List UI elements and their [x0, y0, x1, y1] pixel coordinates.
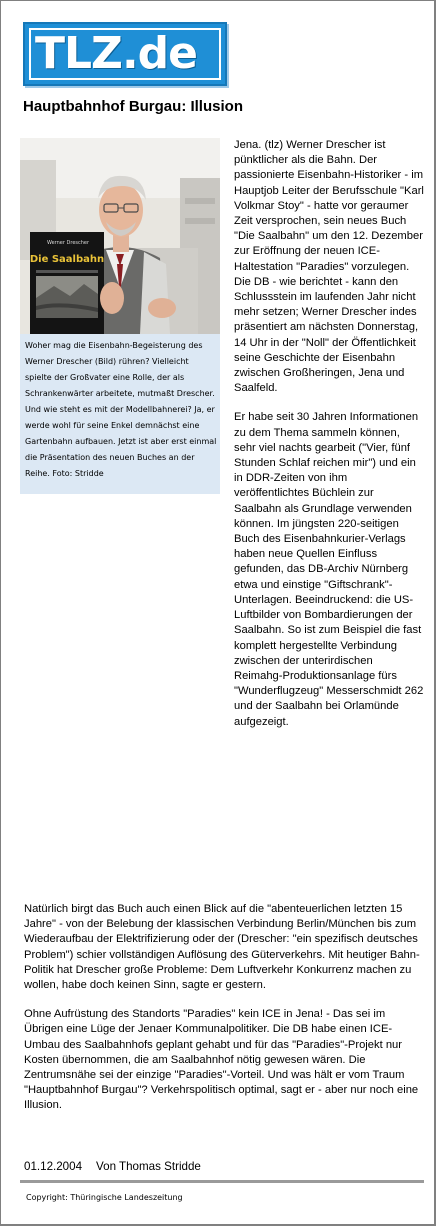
article-headline: Hauptbahnhof Burgau: Illusion: [23, 98, 243, 115]
article-photo: [20, 138, 220, 334]
article-date: 01.12.2004: [24, 1160, 83, 1173]
photo-illustration: [20, 138, 220, 334]
copyright-notice: Copyright: Thüringische Landeszeitung: [26, 1193, 183, 1202]
tlz-logo[interactable]: [23, 22, 227, 86]
paragraph: Natürlich birgt das Buch auch einen Blick auf die "abenteuerlichen letzten 15 Jahre" - von der Belebung der klassischen Verbindung Berlin/München bis zum Wiederaufbau der Elektrifizierung oder der (Drescher: "ein spezifisch deutsches Problem") schier vollständigen Auflösung des Güterverkehrs. Mit heutiger Bahn-Politik hat Drescher große Probleme: Dem Luftverkehr Konkurrenz machen zu wollen, habe doch keinen Sinn, sagte er gestern.: [24, 903, 420, 992]
footer-divider: [20, 1180, 424, 1183]
book-title: Die Saalbahn: [29, 254, 105, 265]
photo-caption: Woher mag die Eisenbahn-Begeisterung des Werner Drescher (Bild) rühren? Vielleicht spielte der Großvater eine Rolle, der als Schrankenwärter arbeitete, mutmaßt Drescher. Und wie steht es mit der Modellbahnerei? Ja, er werde wohl für seine Enkel demnächst eine Gartenbahn aufbauen. Jetzt ist aber erst einmal die Präsentation des neuen Buches an der Reihe. Foto: Stridde: [25, 341, 217, 478]
photo-box: [20, 138, 220, 494]
paragraph: Jena. (tlz) Werner Drescher ist pünktlicher als die Bahn. Der passionierte Eisenbahn-Historiker - im Hauptjob Leiter der Berufsschule "Karl Volkmar Stoy" - hatte vor geraumer Zeit versprochen, sein neues Buch "Die Saalbahn" um den 12. Dezember zur Eröffnung der neuen ICE-Haltestation "Paradies" vorzulegen. Die DB - wie berichtet - kann den Schlussstein im laufenden Jahr nicht mehr setzen; Werner Drescher indes präsentiert am nächsten Donnerstag, 14 Uhr in der "Noll" der Öffentlichkeit seine Geschichte der Eisenbahn zwischen Großheringen, Jena und Saalfeld.: [234, 139, 424, 395]
book-author: Werner Drescher: [46, 240, 90, 246]
article-author: Von Thomas Stridde: [96, 1160, 201, 1173]
logo-text: TLZ.de: [35, 28, 198, 79]
article-byline: [24, 1159, 424, 1175]
article-column-text: [234, 138, 424, 744]
paragraph: Er habe seit 30 Jahren Informationen zu dem Thema sammeln können, sehr viel nachts gearbeit ("Vier, fünf Stunden Schlaf reichen mir") und ein in DDR-Zeiten von ihm veröffentlichtes Büchlein zur Saalbahn als Grundlage verwenden können. Im jüngsten 220-seitigen Buch des Eisenbahnkurier-Verlags haben neue Quellen Einfluss gefunden, das DB-Archiv Nürnberg etwa und einstige "Giftschrank"-Unterlagen. Beeindruckend: die US-Luftbilder von Bombardierungen der Saalbahn. So ist zum Beispiel die fast komplett hergestellte Verbindung zwischen der unterirdischen Reimahg-Produktionsanlage fürs "Wunderflugzeug" Messerschmidt 262 und der Saalbahn bei Orlamünde aufgezeigt.: [234, 411, 424, 728]
article-full-text: [24, 902, 424, 1128]
paragraph: Ohne Aufrüstung des Standorts "Paradies" kein ICE in Jena! - Das sei im Übrigen eine Lüge der Jenaer Kommunalpolitiker. Die DB habe einen ICE-Umbau des Saalbahnhofs geplant gehabt und für das "Paradies"-Projekt nur Kosten übernommen, die am Saalbahnhof nötig gewesen wären. Die Zentrumsnähe sei der einzige "Paradies"-Vorteil. Und was hält er vom Traum "Hauptbahnhof Burgau"? Verkehrspolitisch optimal, sagt er - aber nur noch eine Illusion.: [24, 1008, 419, 1112]
